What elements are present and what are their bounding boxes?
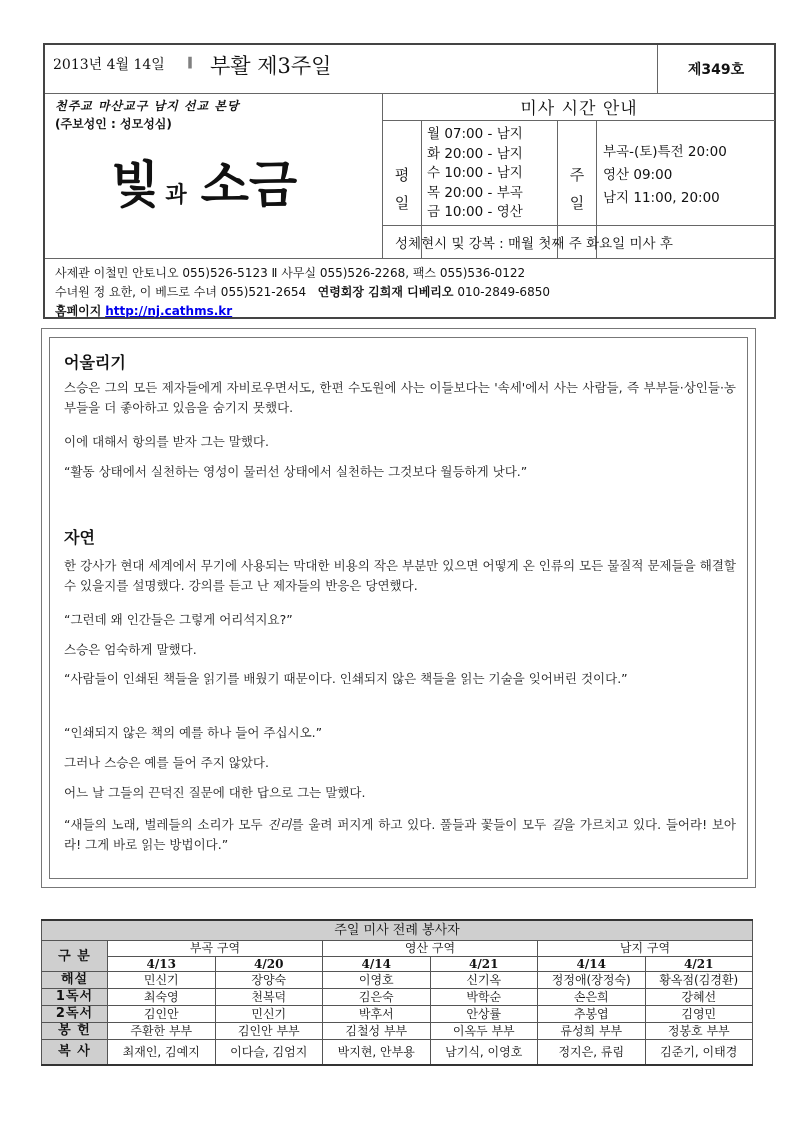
table-cell: 김은숙 — [323, 989, 431, 1006]
table-row — [42, 1023, 753, 1040]
paragraph: “사람들이 인쇄된 책들을 읽기를 배웠기 때문이다. 인쇄되지 않은 책들을 읽는 기술을 잊어버린 것이다.” — [64, 671, 628, 686]
role-label: 1독서 — [42, 989, 108, 1006]
date-header: 4/21 — [430, 957, 538, 972]
weekday-mass-item: 월 07:00 - 남지 — [427, 126, 523, 142]
table-cell: 강혜선 — [645, 989, 753, 1006]
bulletin-header — [43, 43, 776, 319]
masthead-logo — [111, 145, 297, 217]
table-cell: 남기식, 이영호 — [430, 1040, 538, 1066]
table-cell: 이옥두 부부 — [430, 1023, 538, 1040]
article-body — [49, 337, 748, 879]
role-label: 봉 헌 — [42, 1023, 108, 1040]
servers-table-title: 주일 미사 전례 봉사자 — [42, 920, 753, 941]
table-cell: 신기옥 — [430, 972, 538, 989]
section-title: 어울리기 — [64, 353, 126, 372]
table-cell: 김준기, 이태경 — [645, 1040, 753, 1066]
date-header: 4/20 — [215, 957, 323, 972]
article-frame — [41, 328, 756, 888]
masthead-conj: 과 — [165, 182, 187, 208]
patron-saint: (주보성인 : 성모성심) — [55, 117, 172, 131]
table-row — [42, 989, 753, 1006]
issue-date: 2013년 4월 14일 — [53, 57, 165, 73]
weekday-mass-item: 화 20:00 - 남지 — [427, 145, 523, 162]
emphasis-truth: 진리 — [267, 817, 292, 832]
role-label: 해설 — [42, 972, 108, 989]
sunday-mass-item: 남지 11:00, 20:00 — [603, 190, 720, 206]
paragraph: “인쇄되지 않은 책의 예를 하나 들어 주십시오.” — [64, 725, 323, 740]
table-cell: 김영민 — [645, 1006, 753, 1023]
paragraph: 한 강사가 현대 세계에서 무기에 사용되는 막대한 비용의 작은 부분만 있으면 어떻게 온 인류의 모든 물질적 문제들을 해결할 수 있을지를 설명했다. 강의를 듣고 난 제자들의 반응은 당연했다. — [64, 558, 736, 593]
area-header: 영산 구역 — [323, 941, 538, 957]
table-cell: 류성희 부부 — [538, 1023, 646, 1040]
sunday-mass-item: 영산 09:00 — [603, 167, 673, 183]
weekday-mass-item: 수 10:00 - 남지 — [427, 165, 523, 181]
liturgical-sunday: 부활 제3주일 — [210, 54, 332, 78]
table-cell: 김철성 부부 — [323, 1023, 431, 1040]
contact-line-2 — [55, 283, 550, 302]
sunday-mass-list — [603, 141, 727, 210]
emphasis-way: 길 — [550, 817, 564, 832]
table-row — [42, 1040, 753, 1066]
paragraph: “활동 상태에서 실천하는 영성이 물러선 상태에서 실천하는 그것보다 월등하게 낫다.” — [64, 464, 528, 479]
sunday-label: 주 일 — [557, 120, 597, 258]
contact-info — [55, 264, 550, 321]
weekday-mass-item: 금 10:00 - 영산 — [427, 204, 523, 220]
table-cell: 김인안 — [108, 1006, 216, 1023]
weekday-mass-item: 목 20:00 - 부곡 — [427, 184, 523, 201]
paragraph: “그런데 왜 인간들은 그렇게 어리석지요?” — [64, 612, 293, 627]
funeral-society-head: 연령회장 김희재 디베리오 — [317, 285, 454, 299]
liturgy-servers-table — [41, 919, 753, 1066]
category-header: 구 분 — [42, 941, 108, 972]
role-label: 2독서 — [42, 1006, 108, 1023]
table-cell: 정지은, 류림 — [538, 1040, 646, 1066]
table-cell: 최재인, 김예지 — [108, 1040, 216, 1066]
parish-name: 천주교 마산교구 남지 선교 본당 — [55, 99, 240, 113]
paragraph: 스승은 그의 모든 제자들에게 자비로우면서도, 한편 수도원에 사는 이들보다는 '속세'에서 사는 사람들, 즉 부부들·상인들·농부들을 더 좋아하고 있음을 숨기지 못했다. — [64, 380, 736, 415]
homepage-line — [55, 302, 550, 321]
homepage-link[interactable]: http://nj.cathms.kr — [105, 304, 233, 318]
table-cell: 장양숙 — [215, 972, 323, 989]
date-header: 4/14 — [538, 957, 646, 972]
table-cell: 정봉호 부부 — [645, 1023, 753, 1040]
table-row — [42, 972, 753, 989]
date-header: 4/21 — [645, 957, 753, 972]
table-cell: 이영호 — [323, 972, 431, 989]
table-cell: 민신기 — [215, 1006, 323, 1023]
area-header: 남지 구역 — [538, 941, 753, 957]
contact-line-1: 사제관 이철민 안토니오 055)526-5123 Ⅱ 사무실 055)526-2268, 팩스 055)536-0122 — [55, 266, 526, 280]
paragraph: 그러나 스승은 예를 들어 주지 않았다. — [64, 755, 269, 770]
table-cell: 추봉엽 — [538, 1006, 646, 1023]
paragraph: 어느 날 그들의 끈덕진 질문에 대한 답으로 그는 말했다. — [64, 785, 366, 800]
funeral-society-phone: 010-2849-6850 — [457, 285, 550, 299]
date-header: 4/14 — [323, 957, 431, 972]
table-cell: 황옥점(김경환) — [645, 972, 753, 989]
homepage-label: 홈페이지 — [55, 304, 102, 318]
table-cell: 최숙영 — [108, 989, 216, 1006]
mass-times-title: 미사 시간 안내 — [383, 93, 775, 121]
table-cell: 이다슬, 김엄지 — [215, 1040, 323, 1066]
section-title: 자연 — [64, 528, 95, 547]
paragraph: 이에 대해서 항의를 받자 그는 말했다. — [64, 434, 269, 449]
area-header: 부곡 구역 — [108, 941, 323, 957]
table-cell: 천복덕 — [215, 989, 323, 1006]
weekday-label: 평 일 — [383, 120, 422, 258]
weekday-mass-list — [427, 125, 523, 223]
masthead-word-1: 빛 — [111, 155, 160, 214]
table-row — [42, 1006, 753, 1023]
table-cell: 손은희 — [538, 989, 646, 1006]
table-cell: 민신기 — [108, 972, 216, 989]
date-header: 4/13 — [108, 957, 216, 972]
table-cell: 김인안 부부 — [215, 1023, 323, 1040]
masthead-word-2: 소금 — [200, 155, 298, 214]
table-cell: 안상률 — [430, 1006, 538, 1023]
date-separator-icon: ∥ — [187, 55, 193, 69]
table-cell: 정정애(장정숙) — [538, 972, 646, 989]
paragraph: “새들의 노래, 벌레들의 소리가 모두 진리를 울려 퍼지게 하고 있다. 풀들과 꽃들이 모두 길을 가르치고 있다. 들어라! 보아라! 그게 바로 읽는 방법이다.” — [64, 817, 736, 852]
role-label: 복 사 — [42, 1040, 108, 1066]
issue-number: 제349호 — [657, 45, 774, 93]
divider — [45, 258, 774, 259]
table-cell: 박후서 — [323, 1006, 431, 1023]
table-cell: 주환한 부부 — [108, 1023, 216, 1040]
adoration-notice: 성체현시 및 강복 : 매월 첫째 주 화요일 미사 후 — [382, 225, 774, 258]
sunday-mass-item: 부곡-(토)특전 20:00 — [603, 144, 727, 160]
convent-contact: 수녀원 정 요한, 이 베드로 수녀 055)521-2654 — [55, 285, 307, 299]
table-cell: 박지현, 안부용 — [323, 1040, 431, 1066]
paragraph: 스승은 엄숙하게 말했다. — [64, 642, 197, 657]
table-cell: 박학순 — [430, 989, 538, 1006]
